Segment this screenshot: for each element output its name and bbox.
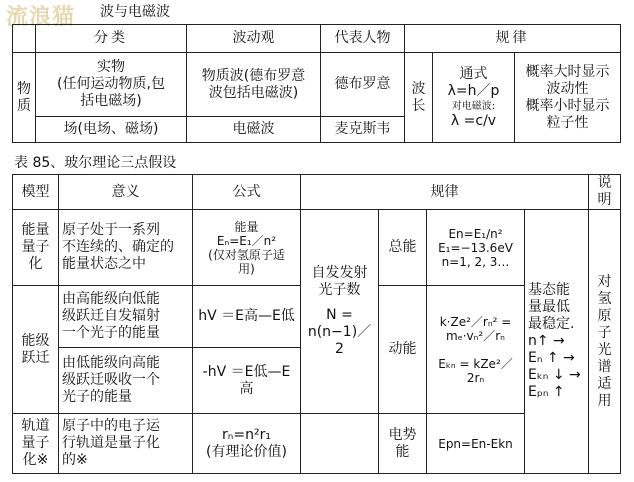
header-note: 说明 [589, 175, 621, 210]
meaning-absorption: 由低能级向高能 级跃迁吸收一个 光子的能量 [59, 348, 193, 414]
table2-caption: 表 85、玻尔理论三点假设 [14, 155, 177, 171]
row-header-matter: 物质 [13, 53, 36, 143]
model-transition: 能级 跃迁 [13, 286, 59, 414]
watermark-logo: 流浪猫 [6, 5, 76, 30]
header-classification: 分类 [36, 25, 187, 53]
header-wave-view: 波动观 [187, 25, 321, 53]
potential-energy-formula: Epn=En-Ekn [427, 414, 525, 474]
model-orbit-quantization: 轨道 量子 化※ [13, 414, 59, 474]
header-meaning: 意义 [59, 175, 193, 210]
formula-emission: hV ＝E高—E低 [193, 286, 301, 348]
formula-orbit-radius: rₙ=n²r₁ (有理论价值) [193, 414, 301, 474]
meaning-orbit: 原子中的电子运 行轨道是量子化 的※ [59, 414, 193, 474]
formula-energy-levels: 能量 Eₙ=E₁／n² (仅对氢原子适 用) [193, 210, 301, 286]
kinetic-energy-formula: k·Ze²／rₙ² = mₑ·vₙ²／rₙ Eₖₙ = kZe²／2rₙ [427, 286, 525, 414]
header-blank [13, 25, 36, 53]
header-rule: 规律 [301, 175, 589, 210]
cell-matter-wave: 物质波(德布罗意 波包括电磁波) [187, 53, 321, 117]
meaning-emission: 由高能级向低能 级跃迁自发辐射 一个光子的能量 [59, 286, 193, 348]
label-kinetic-energy: 动能 [379, 286, 427, 414]
cell-maxwell: 麦克斯韦 [321, 117, 405, 143]
cell-probability-law: 概率大时显示 波动性 概率小时显示 粒子性 [515, 53, 621, 143]
model-quantized-energy: 能量 量子 化 [13, 210, 59, 286]
label-total-energy: 总能 [379, 210, 427, 286]
cell-blank-under-emission [301, 414, 379, 474]
table1-caption: 波与电磁波 [100, 4, 170, 20]
table-bohr [12, 174, 621, 474]
formula-absorption: -hV ＝E低—E高 [193, 348, 301, 414]
header-model: 模型 [13, 175, 59, 210]
header-person: 代表人物 [321, 25, 405, 53]
rule-emission-count: 自发发射 光子数 N = n(n−1)／2 [301, 210, 379, 414]
cell-debroglie: 德布罗意 [321, 53, 405, 117]
cell-wavelength: 波 长 [405, 53, 433, 143]
cell-matter-classes: 实物 (任何运动物质,包 括电磁场) [36, 53, 187, 117]
cell-em-wave: 电磁波 [187, 117, 321, 143]
note-hydrogen-spectrum: 对 氢 原 子 光 谱 适 用 [589, 210, 621, 474]
header-law: 规律 [405, 25, 621, 53]
cell-general-formula: 通式 λ=h／p 对电磁波: λ =c/v [433, 53, 515, 143]
header-formula: 公式 [193, 175, 301, 210]
rule-stability-trends: 基态能 量最低 最稳定. n↑ → Eₙ ↑ → Eₖₙ ↓ → Eₚₙ ↑ [525, 210, 589, 474]
table-waves [12, 24, 621, 143]
cell-field: 场(电场、磁场) [36, 117, 187, 143]
meaning-energy-states: 原子处于一系列 不连续的、确定的 能量状态之中 [59, 210, 193, 286]
label-potential-energy: 电势 能 [379, 414, 427, 474]
total-energy-formula: En=E₁/n² E₁=−13.6eV n=1, 2, 3… [427, 210, 525, 286]
